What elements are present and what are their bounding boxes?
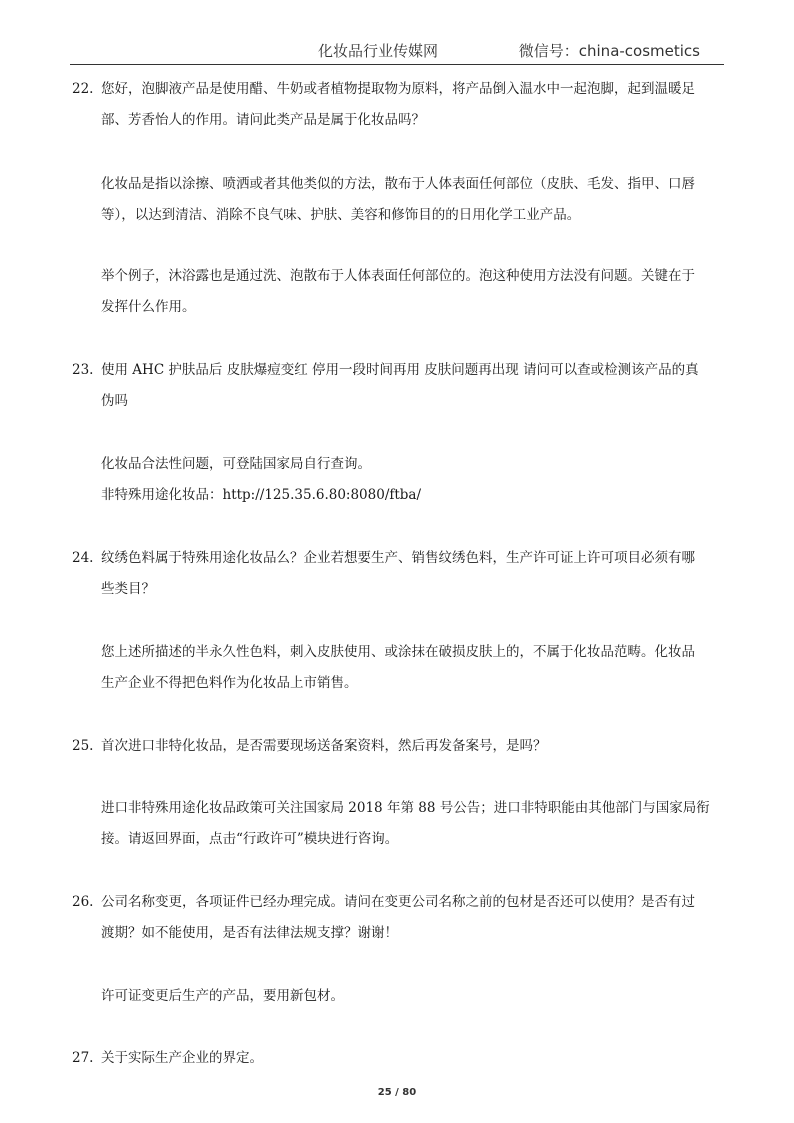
answer-link-line[interactable]: 非特殊用途化妆品：http://125.35.6.80:8080/ftba/: [101, 487, 422, 503]
item-number: 27.: [72, 1050, 94, 1066]
question-line: 些类目？: [101, 581, 155, 597]
item-number: 24.: [72, 550, 94, 566]
answer-line: 等），以达到清洁、消除不良气味、护肤、美容和修饰目的的日用化学工业产品。: [101, 207, 581, 223]
question-line: 您好，泡脚液产品是使用醋、牛奶或者植物提取物为原料，将产品倒入温水中一起泡脚，起到温暖足: [101, 81, 695, 97]
answer-line: 生产企业不得把色料作为化妆品上市销售。: [101, 675, 358, 691]
question-line: 首次进口非特化妆品，是否需要现场送备案资料，然后再发备案号，是吗？: [101, 738, 547, 754]
question-line: 伪吗: [101, 393, 128, 409]
question-line: 关于实际生产企业的界定。: [101, 1050, 263, 1066]
answer-line: 化妆品合法性问题，可登陆国家局自行查询。: [101, 456, 371, 472]
question-line: 公司名称变更，各项证件已经办理完成。请问在变更公司名称之前的包材是否还可以使用？是否有过: [101, 894, 695, 910]
page-number: 25 / 80: [377, 1087, 417, 1098]
answer-line: 发挥什么作用。: [101, 299, 196, 315]
item-number: 23.: [72, 362, 94, 378]
answer-line: 化妆品是指以涂擦、喷洒或者其他类似的方法，散布于人体表面任何部位（皮肤、毛发、指甲、口唇: [101, 176, 695, 192]
answer-line: 接。请返回界面，点击“行政许可”模块进行咨询。: [101, 831, 399, 847]
header-site-name: 化妆品行业传媒网: [318, 42, 439, 60]
header-wechat-id: 微信号：china-cosmetics: [518, 42, 700, 60]
item-number: 26.: [72, 894, 94, 910]
answer-line: 您上述所描述的半永久性色料，刺入皮肤使用、或涂抹在破损皮肤上的，不属于化妆品范畴。化妆品: [101, 644, 695, 660]
question-line: 部、芳香怡人的作用。请问此类产品是属于化妆品吗？: [101, 112, 425, 128]
page-header: [70, 38, 724, 65]
answer-line: 进口非特殊用途化妆品政策可关注国家局 2018 年第 88 号公告；进口非特职能由其他部门与国家局衔: [101, 800, 710, 816]
item-number: 25.: [72, 738, 94, 754]
question-line: 使用 AHC 护肤品后 皮肤爆痘变红 停用一段时间再用 皮肤问题再出现 请问可以查或检测该产品的真: [101, 362, 699, 378]
item-number: 22.: [72, 81, 94, 97]
answer-line: 许可证变更后生产的产品，要用新包材。: [101, 988, 344, 1004]
answer-line: 举个例子，沐浴露也是通过洗、泡散布于人体表面任何部位的。泡这种使用方法没有问题。关键在于: [101, 268, 695, 284]
question-line: 渡期？如不能使用，是否有法律法规支撑？谢谢！: [101, 925, 398, 941]
question-line: 纹绣色料属于特殊用途化妆品么？企业若想要生产、销售纹绣色料，生产许可证上许可项目必须有哪: [101, 550, 695, 566]
